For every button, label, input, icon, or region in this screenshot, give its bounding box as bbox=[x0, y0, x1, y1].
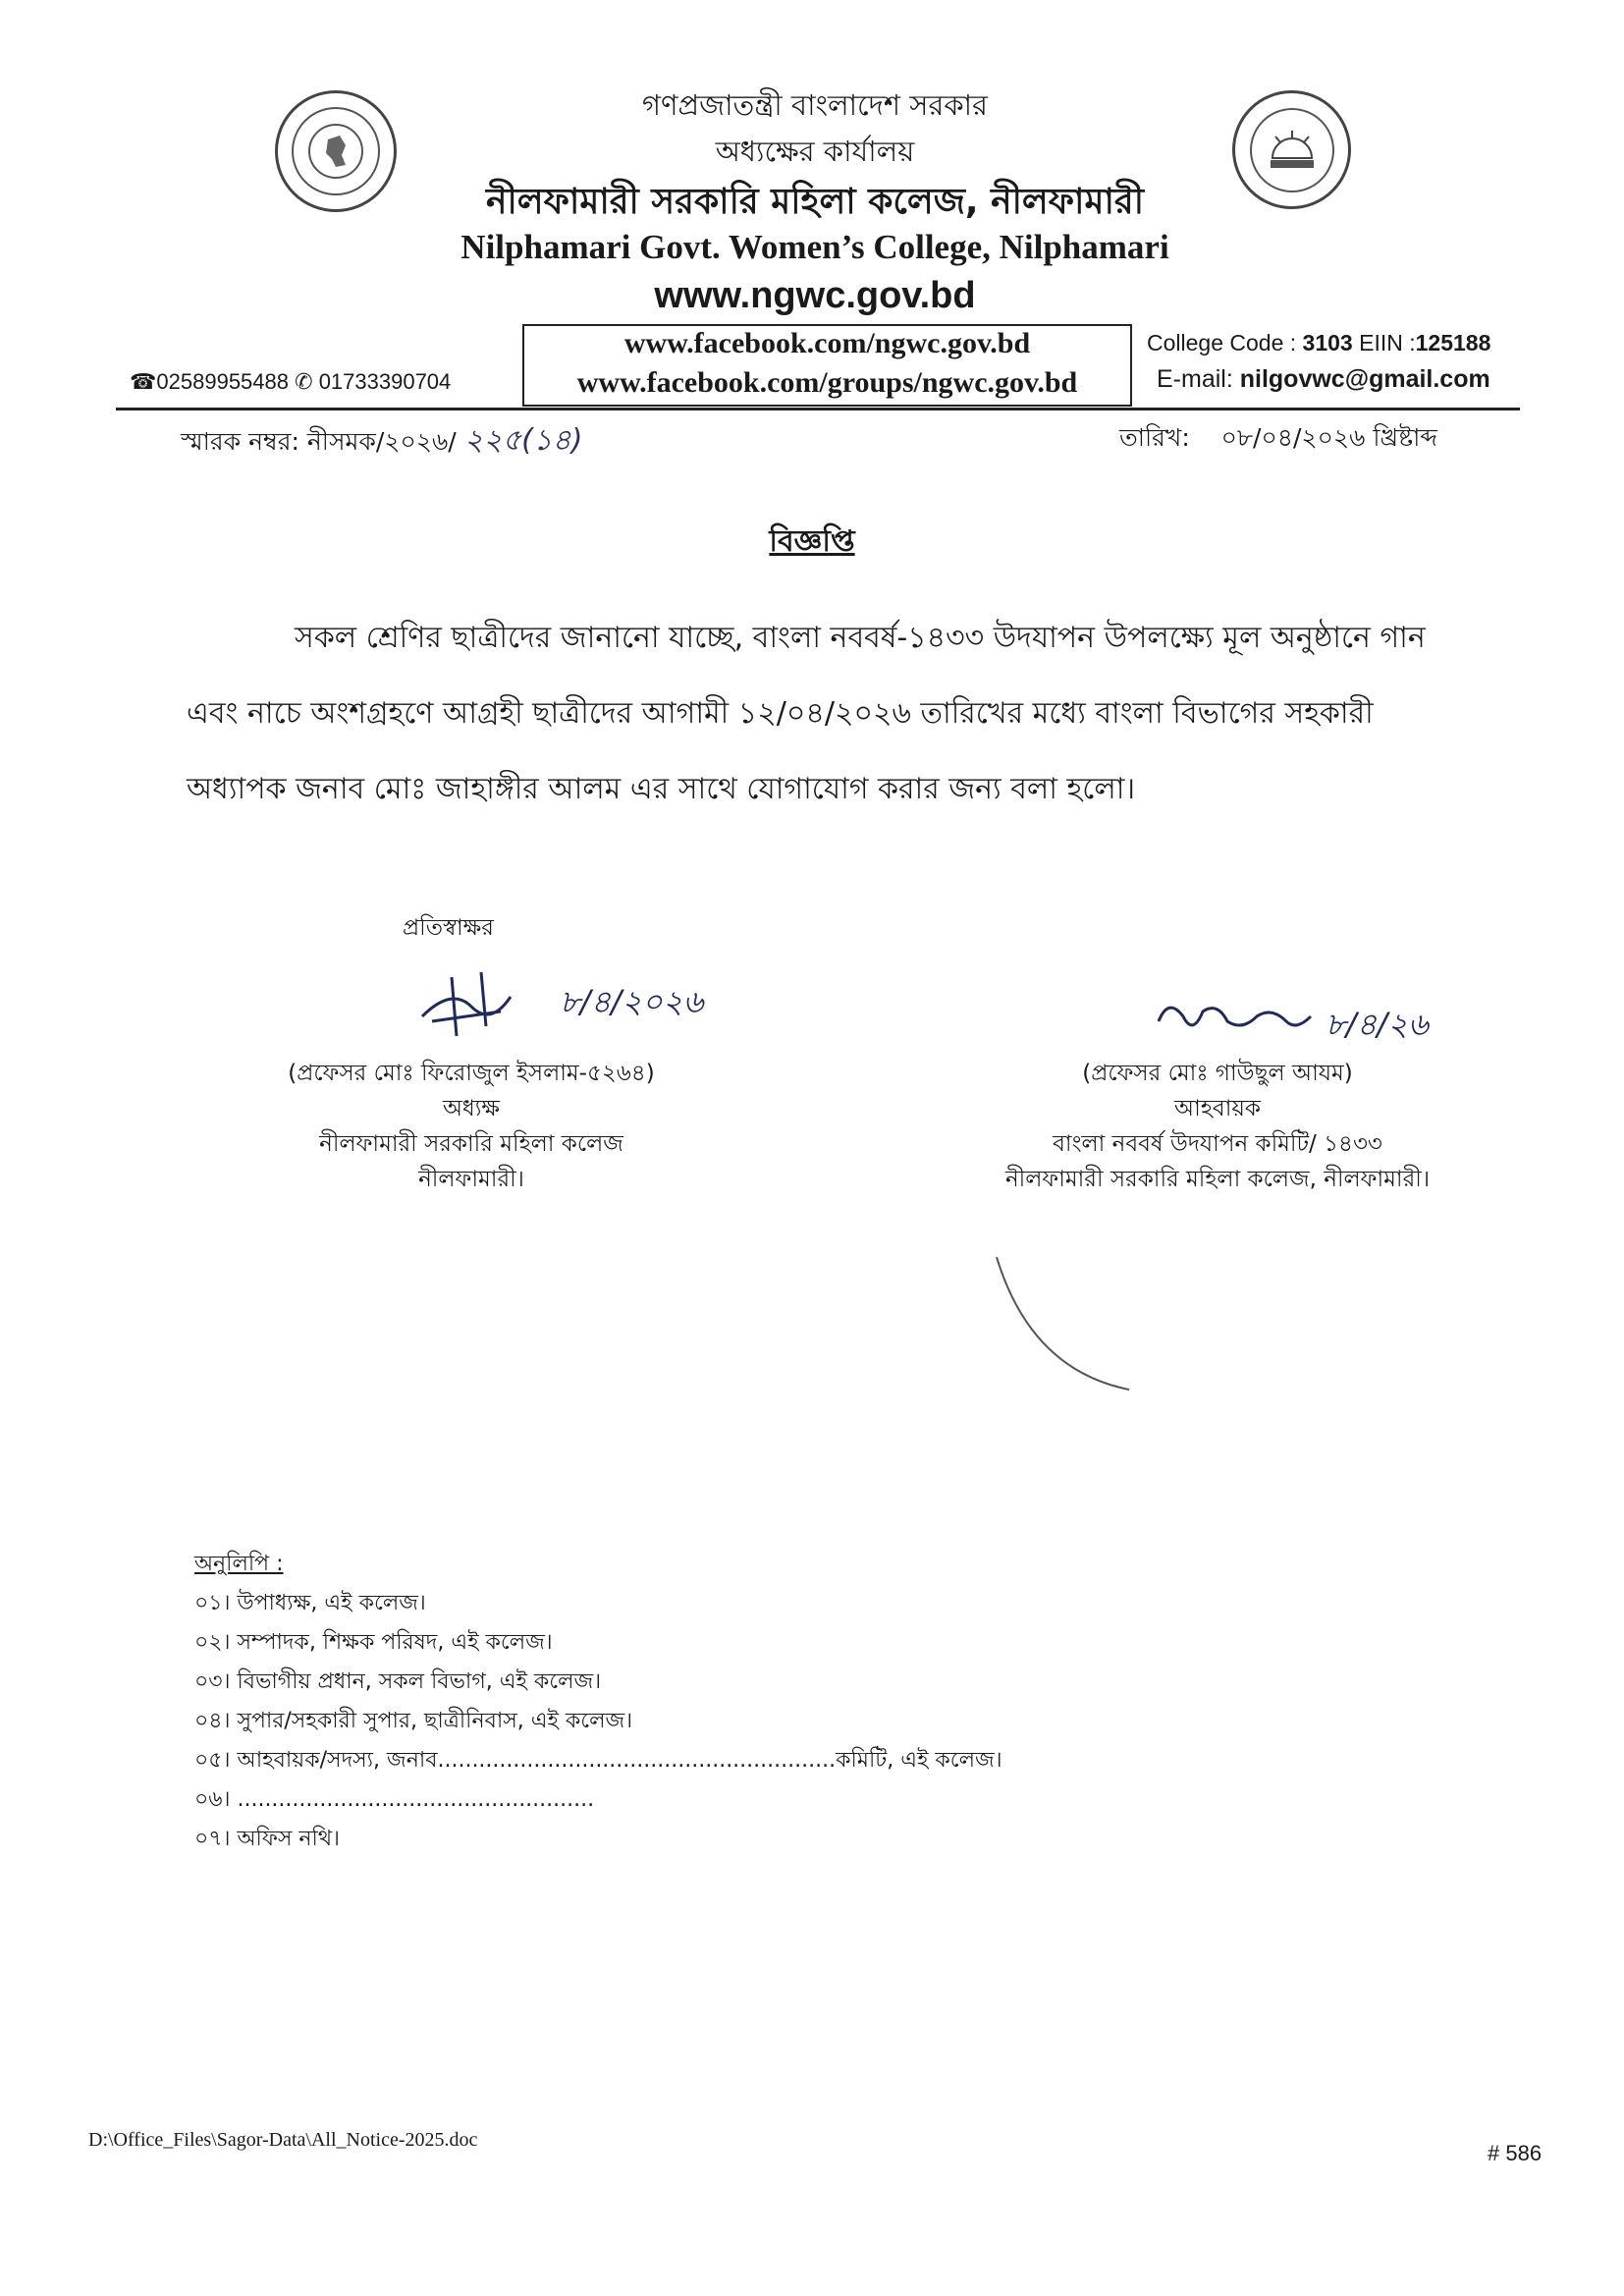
copy-item: ০৬। .................................................... bbox=[194, 1787, 595, 1812]
header-divider bbox=[116, 408, 1520, 410]
left-signatory-place: নীলফামারী। bbox=[418, 1167, 524, 1192]
copy-item: ০১। উপাধ্যক্ষ, এই কলেজ। bbox=[194, 1591, 426, 1615]
govt-name: গণপ্রজাতন্ত্রী বাংলাদেশ সরকার bbox=[641, 88, 989, 122]
copy-item: ০৪। সুপার/সহকারী সুপার, ছাত্রীনিবাস, এই কলেজ। bbox=[194, 1709, 633, 1733]
copies-label: অনুলিপি : bbox=[194, 1552, 284, 1576]
notice-body-line-3: অধ্যাপক জনাব মোঃ জাহাঙ্গীর আলম এর সাথে যোগাযোগ করার জন্য বলা হলো। bbox=[187, 772, 1136, 806]
notice-body-line-2: এবং নাচে অংশগ্রহণে আগ্রহী ছাত্রীদের আগামী ১২/০৪/২০২৬ তারিখের মধ্যে বাংলা বিভাগের সহকারী bbox=[187, 696, 1374, 731]
mobile-icon: ✆ bbox=[295, 369, 313, 394]
right-signature-date: ৮/৪/২৬ bbox=[1326, 1006, 1429, 1043]
right-signature bbox=[1149, 992, 1463, 1061]
phone-icon: ☎ bbox=[130, 369, 157, 394]
pen-stroke-mark bbox=[992, 1252, 1139, 1399]
facebook-page-link[interactable]: www.facebook.com/ngwc.gov.bd bbox=[623, 327, 1031, 359]
college-code-line: College Code : 3103 EIIN :125188 bbox=[1147, 330, 1491, 355]
memo-handwritten-number: ২২৫(১৪) bbox=[463, 423, 583, 458]
phone-number: 02589955488 bbox=[156, 369, 289, 394]
page-number: # 586 bbox=[1488, 2141, 1543, 2165]
notice-title: বিজ্ঞপ্তি bbox=[769, 524, 855, 559]
mobile-number: 01733390704 bbox=[318, 369, 452, 394]
left-signatory-org: নীলফামারী সরকারি মহিলা কলেজ bbox=[319, 1131, 623, 1157]
email-link[interactable]: nilgovwc@gmail.com bbox=[1239, 365, 1490, 393]
email-line: E-mail: nilgovwc@gmail.com bbox=[1157, 365, 1490, 393]
left-signatory-name: (প্রফেসর মোঃ ফিরোজুল ইসলাম-৫২৬৪) bbox=[288, 1061, 655, 1086]
left-signature-date: ৮/৪/২০২৬ bbox=[560, 983, 704, 1020]
office-name: অধ্যক্ষের কার্যালয় bbox=[715, 135, 915, 168]
file-path: D:\Office_Files\Sagor-Data\All_Notice-2025.doc bbox=[88, 2129, 478, 2151]
right-signatory-block bbox=[952, 1056, 1483, 1197]
right-signatory-name: (প্রফেসর মোঃ গাউছুল আযম) bbox=[1082, 1061, 1353, 1086]
copy-item: ০৩। বিভাগীয় প্রধান, সকল বিভাগ, এই কলেজ। bbox=[194, 1669, 602, 1694]
college-name-en: Nilphamari Govt. Women’s College, Nilphamari bbox=[460, 228, 1169, 266]
left-signature bbox=[412, 967, 704, 1046]
right-signatory-org: নীলফামারী সরকারি মহিলা কলেজ, নীলফামারী। bbox=[1004, 1167, 1431, 1192]
memo-reference: স্মারক নম্বর: নীসমক/২০২৬/ ২২৫(১৪) bbox=[181, 423, 583, 458]
copy-item: ০৫। আহবায়ক/সদস্য, জনাব..........................................................কমিটি, এই কলেজ। bbox=[194, 1748, 1002, 1773]
memo-date: তারিখ: ০৮/০৪/২০২৬ খ্রিষ্টাব্দ bbox=[1119, 423, 1437, 452]
notice-body-line-1: সকল শ্রেণির ছাত্রীদের জানানো যাচ্ছে, বাংলা নববর্ষ-১৪৩৩ উদযাপন উপলক্ষ্যে মূল অনুষ্ঠানে গান bbox=[295, 621, 1426, 655]
website-link[interactable]: www.ngwc.gov.bd bbox=[654, 275, 976, 316]
college-name-bn: নীলফামারী সরকারি মহিলা কলেজ, নীলফামারী bbox=[485, 182, 1145, 222]
copy-item: ০২। সম্পাদক, শিক্ষক পরিষদ, এই কলেজ। bbox=[194, 1630, 553, 1655]
left-signatory-block bbox=[245, 1056, 697, 1197]
right-signatory-designation: আহবায়ক bbox=[1173, 1096, 1262, 1121]
contact-phones bbox=[130, 369, 451, 395]
countersign-label: প্রতিস্বাক্ষর bbox=[403, 915, 494, 941]
left-signatory-designation: অধ্যক্ষ bbox=[442, 1096, 501, 1121]
facebook-group-link[interactable]: www.facebook.com/groups/ngwc.gov.bd bbox=[576, 366, 1078, 399]
right-signatory-committee: বাংলা নববর্ষ উদযাপন কমিটি/ ১৪৩৩ bbox=[1053, 1131, 1382, 1157]
copy-item: ০৭। অফিস নথি। bbox=[194, 1827, 340, 1851]
